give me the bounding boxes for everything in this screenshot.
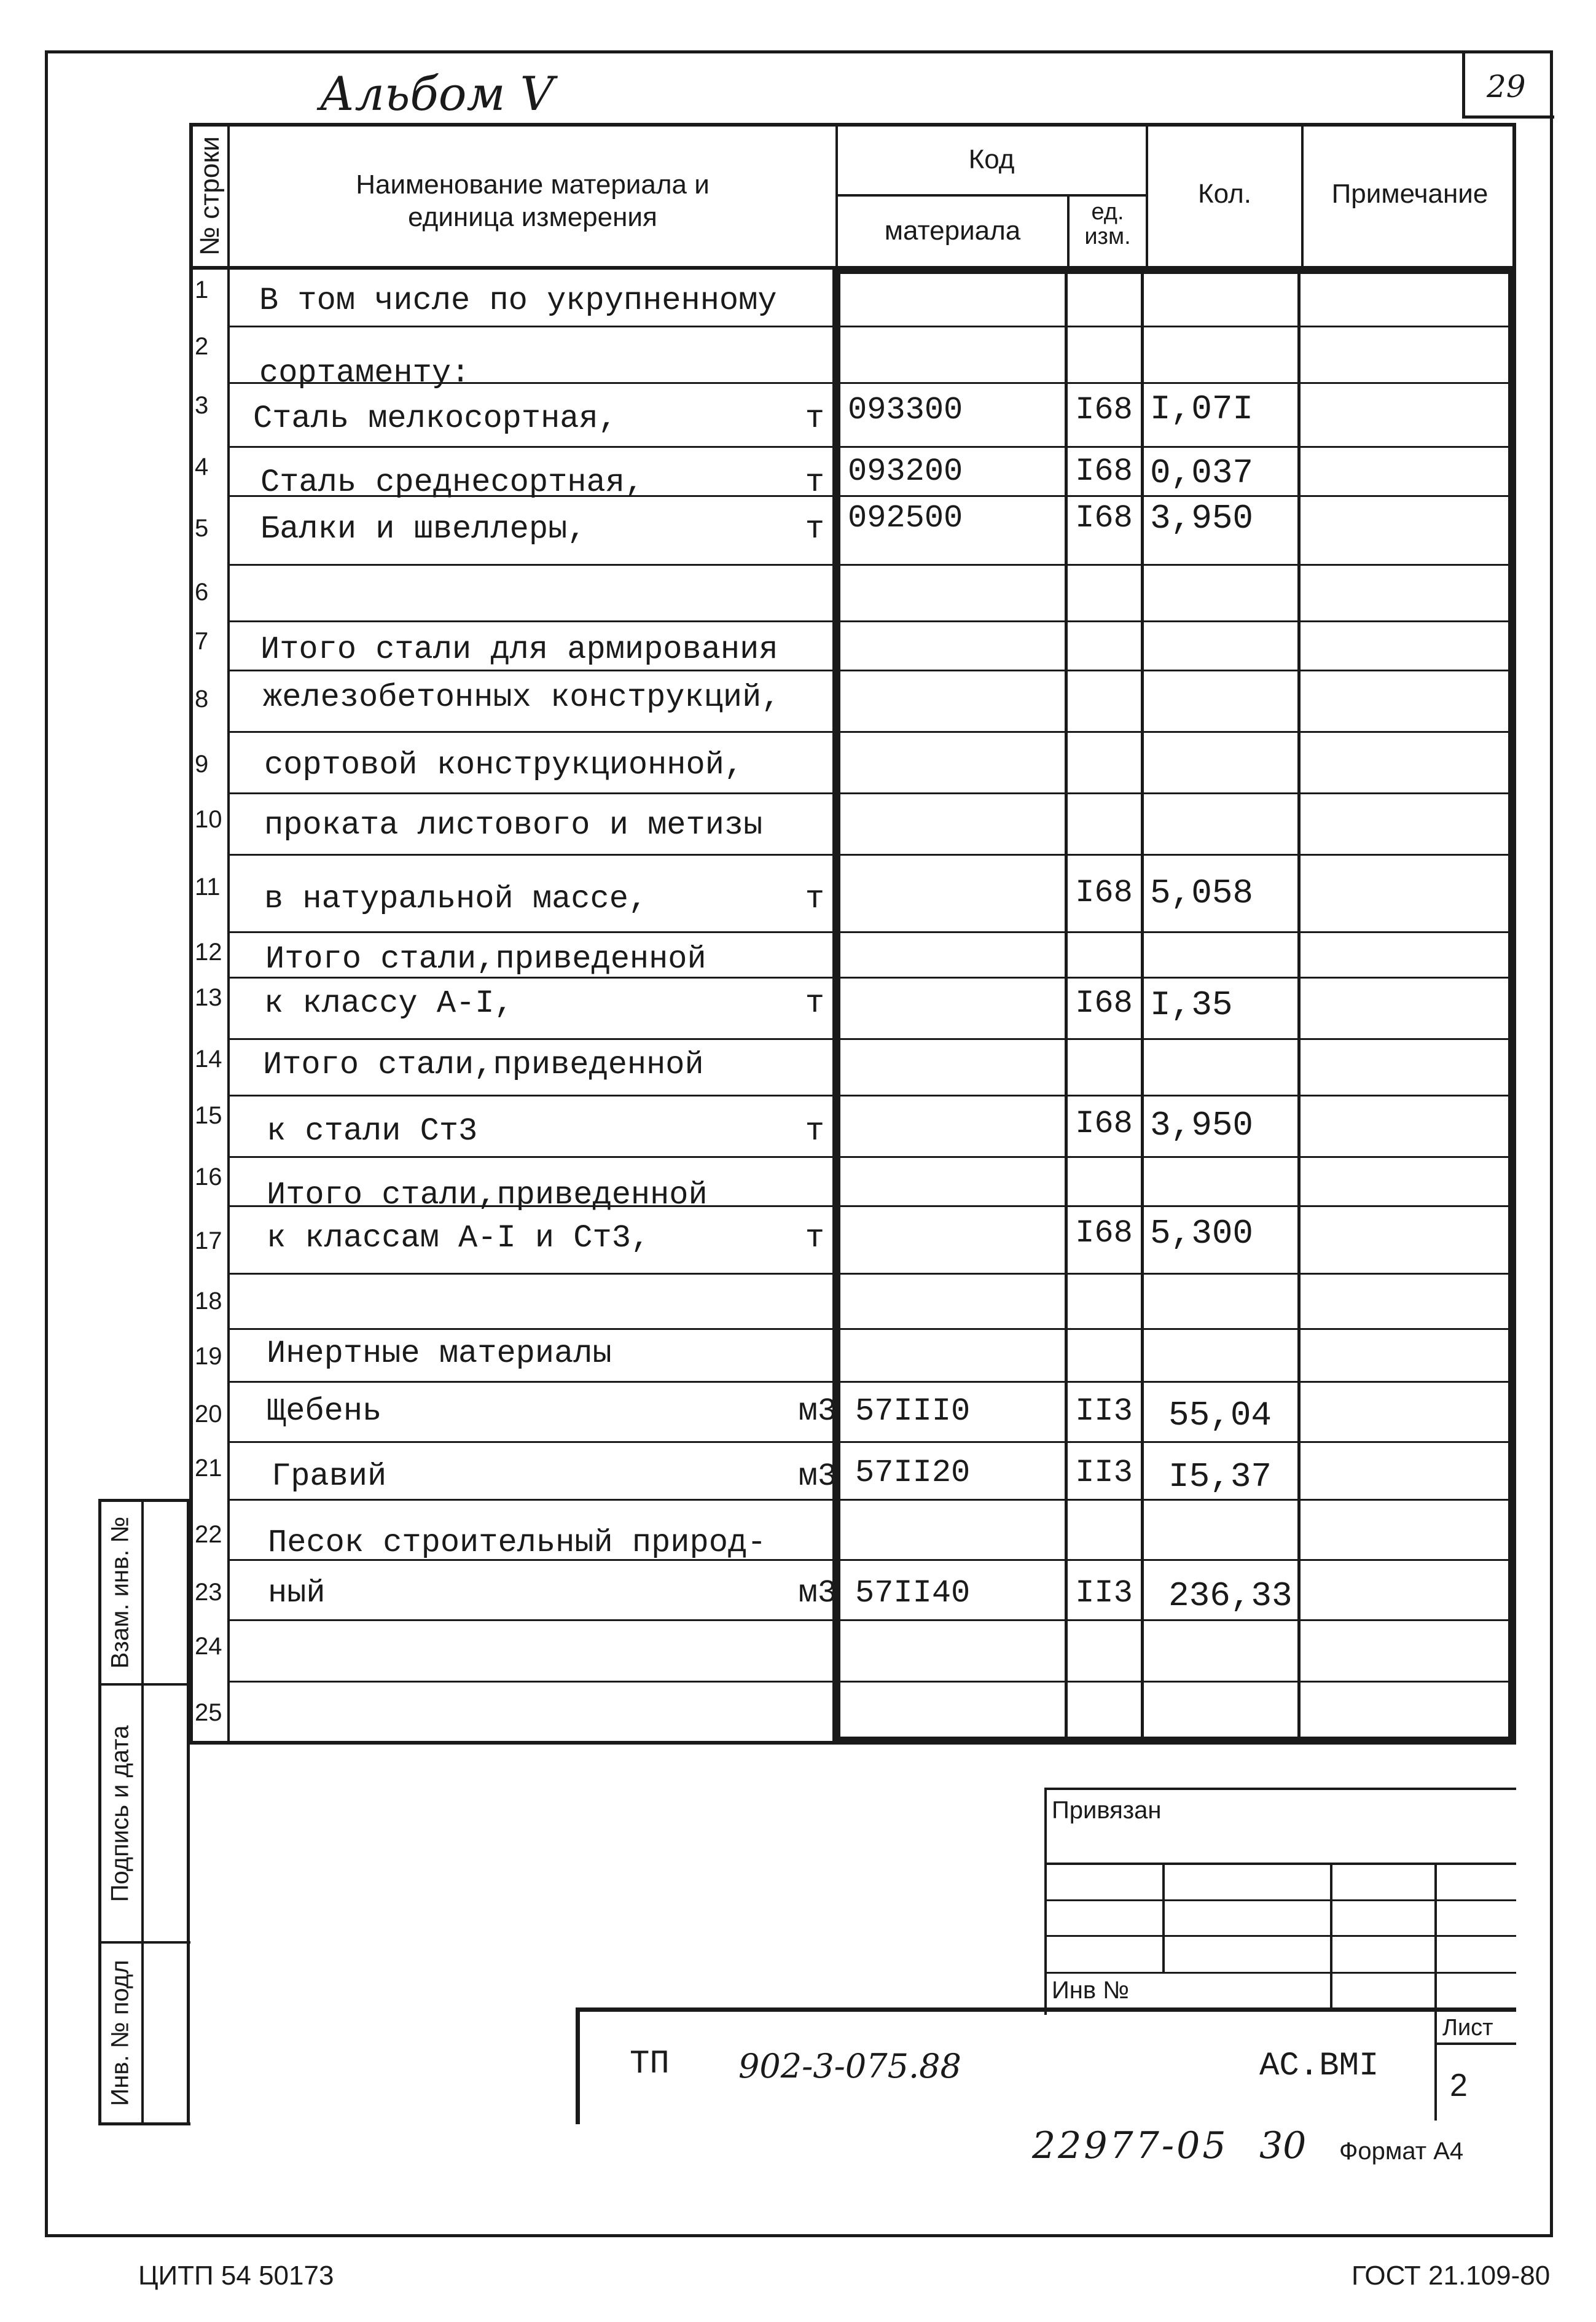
row-number: 24 (195, 1633, 222, 1660)
material-name: Щебень (267, 1393, 382, 1429)
material-code: 093200 (848, 453, 963, 490)
material-name: сортовой конструкционной, (264, 747, 744, 783)
row-number: 19 (195, 1343, 222, 1370)
table-row (192, 1039, 1512, 1096)
quantity: I5,37 (1168, 1457, 1272, 1496)
row-number: 11 (195, 874, 221, 901)
table-row (192, 671, 1512, 732)
quantity: I,35 (1150, 985, 1233, 1025)
material-name: к классам А-I и Ст3, (267, 1220, 651, 1256)
table-row (192, 855, 1512, 932)
row-number: 7 (195, 628, 209, 655)
table-row (192, 978, 1512, 1039)
table-row (192, 794, 1512, 855)
album-title: Альбом V (319, 66, 554, 121)
unit-code: II3 (1075, 1393, 1133, 1429)
stamp-podpis-data: Подпись и дата (106, 1725, 134, 1902)
row-number: 22 (195, 1521, 222, 1548)
header-code: Код (968, 144, 1015, 174)
unit: т (805, 881, 824, 917)
material-code: 57II20 (855, 1455, 971, 1491)
row-number: 12 (195, 939, 222, 966)
stamp-rule (141, 1499, 144, 2125)
gost-reference: ГОСТ 21.109-80 (1352, 2261, 1551, 2291)
table-row (192, 1382, 1512, 1442)
unit: т (805, 511, 824, 547)
unit-code: I68 (1075, 392, 1133, 428)
frame-divider (1462, 50, 1465, 118)
title-block-rule (1162, 1863, 1165, 1973)
material-name: железобетонных конструкций, (263, 679, 781, 716)
header-rule (835, 194, 1148, 197)
material-code: 57III0 (855, 1393, 971, 1429)
row-number: 2 (195, 333, 209, 360)
table-row (192, 327, 1512, 391)
unit-code: II3 (1075, 1455, 1133, 1491)
header-bottom-rule (189, 266, 840, 270)
table-row (192, 447, 1512, 501)
quantity: 3,950 (1150, 1106, 1254, 1145)
material-name: В том числе по укрупненному (259, 283, 777, 319)
unit-code: I68 (1075, 985, 1133, 1022)
table-row (192, 386, 1512, 447)
list-number: 2 (1450, 2068, 1468, 2103)
material-name: сортаменту: (259, 355, 471, 391)
material-code: 57II40 (855, 1575, 971, 1611)
header-name: Наименование материала и единица измерения (356, 170, 710, 232)
material-name: в натуральной массе, (264, 881, 648, 917)
row-number: 6 (195, 579, 209, 606)
unit-code: I68 (1075, 875, 1133, 911)
stamp-rule (187, 1499, 190, 2125)
quantity: 5,058 (1150, 874, 1254, 913)
unit: м3 (798, 1575, 837, 1611)
row-number: 14 (195, 1046, 222, 1073)
row-number: 4 (195, 453, 209, 480)
unit: т (805, 1220, 824, 1256)
unit-code: I68 (1075, 1215, 1133, 1251)
unit-code: I68 (1075, 500, 1133, 536)
title-block-rule (1434, 1863, 1437, 2121)
table-row (192, 1206, 1512, 1274)
title-block-rule (1044, 1899, 1516, 1901)
row-number: 1 (195, 276, 209, 303)
unit-code: I68 (1075, 453, 1133, 490)
title-block-rule (1044, 1935, 1516, 1937)
table-row (192, 1442, 1512, 1500)
table-row (192, 1096, 1512, 1157)
row-number: 17 (195, 1227, 222, 1254)
title-block-rule (1044, 1788, 1047, 2015)
table-row (192, 1500, 1512, 1560)
row-number: 25 (195, 1699, 222, 1726)
printer-code: ЦИТП 54 50173 (138, 2261, 334, 2291)
material-name: Балки и швеллеры, (260, 511, 587, 547)
unit-code: I68 (1075, 1106, 1133, 1142)
title-block-rule (1330, 1863, 1332, 2010)
unit: т (805, 401, 824, 437)
material-name: Сталь мелкосортная, (253, 401, 617, 437)
material-code: 093300 (848, 392, 963, 428)
unit: т (805, 464, 824, 501)
stamp-rule (98, 2122, 190, 2125)
stamp-inv-podl: Инв. № подл (106, 1960, 134, 2106)
page-number: 29 (1487, 69, 1526, 104)
unit-code: II3 (1075, 1575, 1133, 1611)
material-name: Сталь среднесортная, (260, 464, 644, 501)
row-number: 3 (195, 392, 209, 419)
row-number: 8 (195, 686, 209, 713)
order-number: 22977-05 (1032, 2124, 1229, 2167)
row-number: 10 (195, 806, 222, 833)
row-number: 16 (195, 1163, 222, 1190)
material-name: Инертные материалы (267, 1335, 612, 1372)
material-name: Итого стали,приведенной (267, 1177, 708, 1213)
material-name: проката листового и метизы (264, 807, 763, 843)
material-name: Песок строительный природ- (268, 1525, 767, 1561)
title-block-rule (1044, 1972, 1516, 1974)
quantity: I,07I (1150, 389, 1254, 429)
header-code-material: материала (884, 216, 1021, 246)
header-code-unit: ед. изм. (1084, 199, 1131, 249)
row-number: 13 (195, 984, 222, 1011)
format-label: Формат А4 (1339, 2138, 1464, 2165)
stamp-vzam-inv: Взам. инв. № (106, 1516, 134, 1669)
title-block-rule (576, 2007, 1516, 2012)
material-name: к классу А-I, (264, 985, 514, 1022)
title-block-rule (1044, 1788, 1516, 1790)
material-name: ный (268, 1575, 326, 1611)
row-number: 9 (195, 751, 209, 778)
tp-label: ТП (630, 2046, 670, 2083)
title-block-rule (576, 2007, 580, 2124)
unit: м3 (798, 1458, 837, 1495)
row-number: 21 (195, 1455, 222, 1482)
unit: м3 (798, 1393, 837, 1429)
title-block-rule (1434, 2043, 1516, 2045)
table-row (192, 1157, 1512, 1213)
privyazan-label: Привязан (1052, 1797, 1162, 1824)
quantity: 5,300 (1150, 1214, 1254, 1253)
unit: т (805, 1113, 824, 1149)
header-quantity: Кол. (1197, 179, 1252, 209)
sheet-sequence: 30 (1259, 2124, 1307, 2167)
header-row-number: № строки (195, 136, 225, 256)
table-row (192, 932, 1512, 978)
material-name: к стали Ст3 (267, 1113, 478, 1149)
header-note: Примечание (1331, 179, 1488, 209)
quantity: 0,037 (1150, 453, 1254, 493)
table-row (192, 1274, 1512, 1329)
list-label: Лист (1442, 2015, 1493, 2041)
table-row (192, 270, 1512, 327)
table-row (192, 496, 1512, 565)
material-name: Итого стали,приведенной (263, 1047, 704, 1083)
title-block-rule (1044, 1863, 1516, 1865)
table-row (192, 1560, 1512, 1620)
unit: т (805, 985, 824, 1022)
project-number: 902-3-075.88 (738, 2047, 961, 2086)
material-name: Итого стали,приведенной (265, 941, 706, 977)
row-number: 20 (195, 1401, 222, 1428)
table-row (192, 565, 1512, 622)
material-name: Гравий (272, 1458, 387, 1495)
table-row (192, 732, 1512, 794)
frame-divider (1462, 115, 1554, 119)
table-row (192, 622, 1512, 671)
quantity: 3,950 (1150, 499, 1254, 538)
table-row (192, 1620, 1512, 1682)
quantity: 236,33 (1168, 1576, 1293, 1616)
material-code: 092500 (848, 500, 963, 536)
inv-no-label: Инв № (1052, 1977, 1130, 2004)
row-number: 15 (195, 1102, 222, 1129)
quantity: 55,04 (1168, 1396, 1272, 1435)
table-row (192, 1329, 1512, 1382)
sheet-code: АС.ВМI (1259, 2047, 1379, 2085)
row-number: 18 (195, 1288, 222, 1315)
table-row (192, 1682, 1512, 1743)
row-number: 5 (195, 515, 209, 542)
row-number: 23 (195, 1579, 222, 1606)
material-name: Итого стали для армирования (260, 631, 778, 668)
